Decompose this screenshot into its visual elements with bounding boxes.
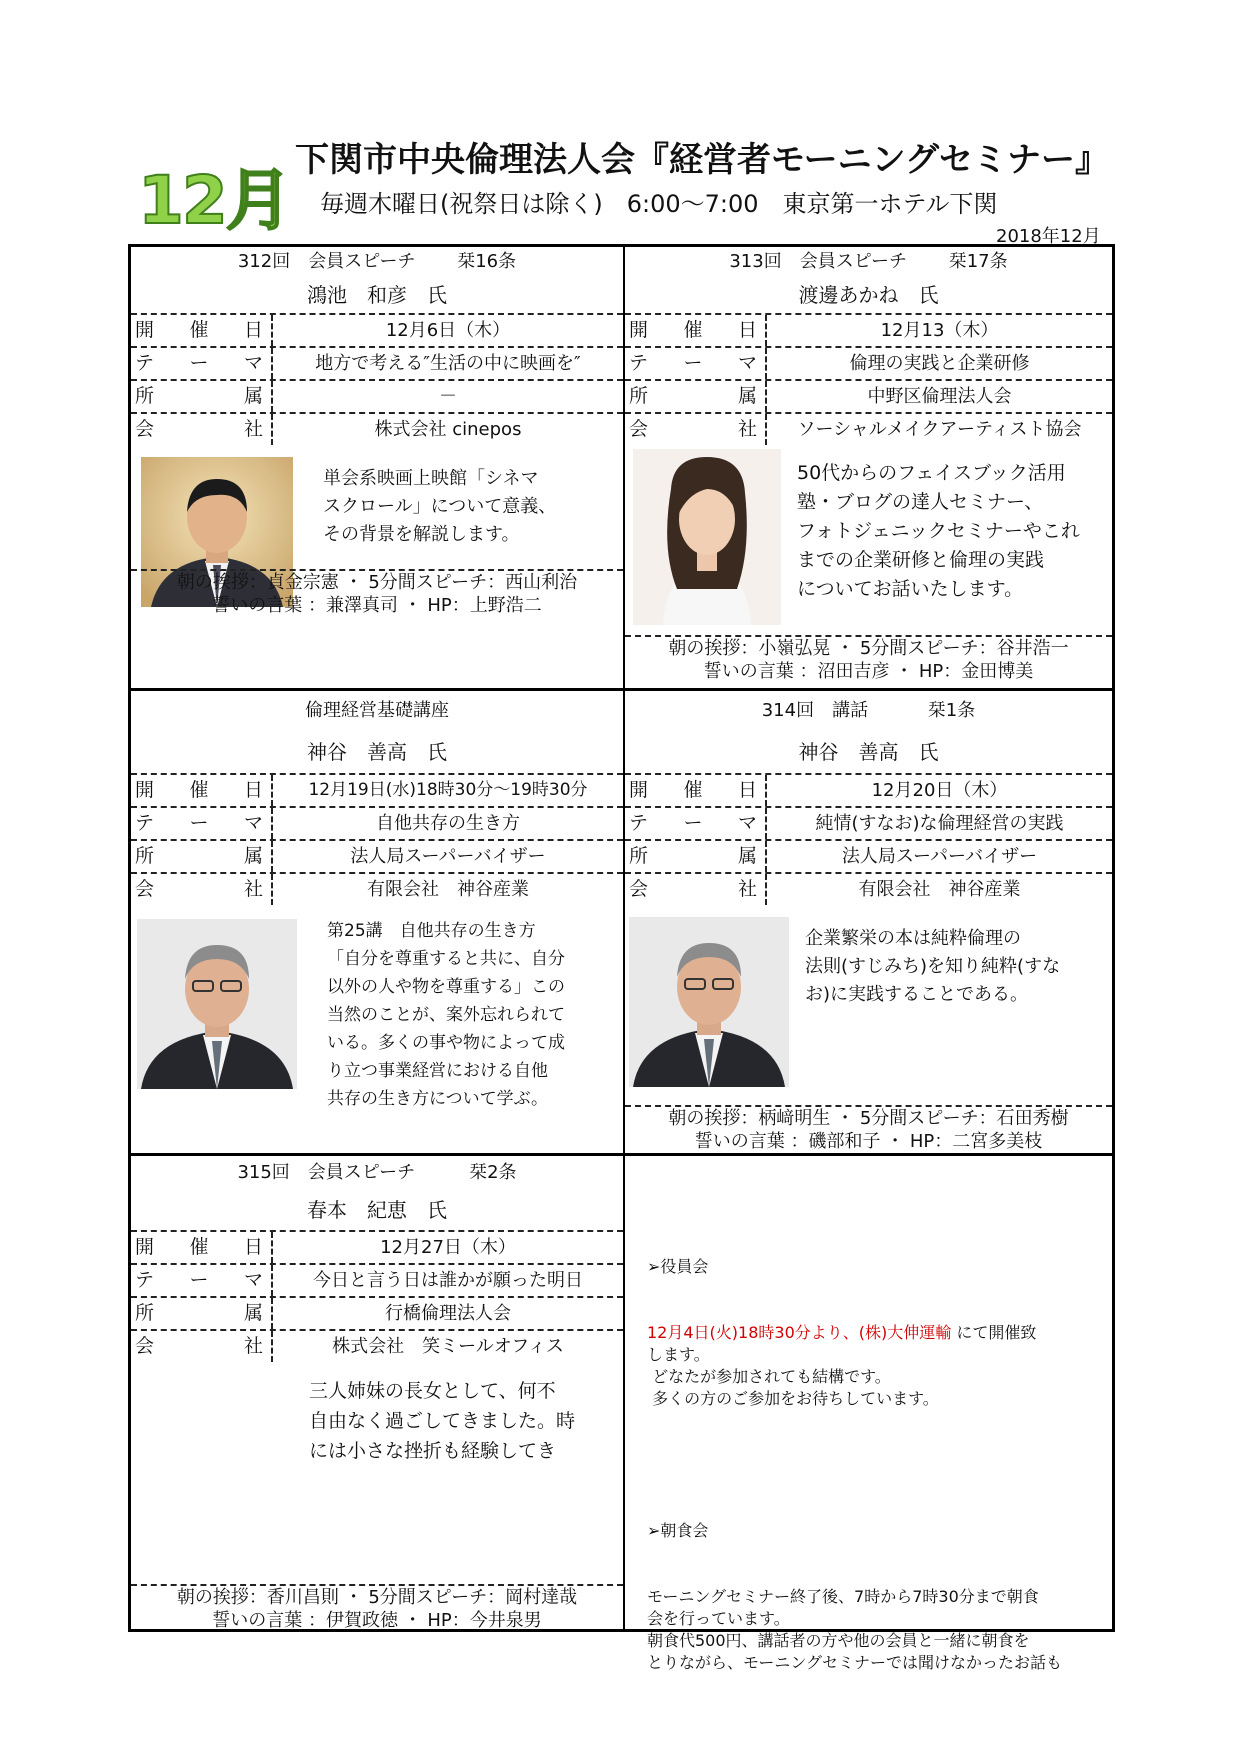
page-title: 下関市中央倫理法人会『経営者モーニングセミナー』: [295, 140, 1109, 180]
talk-description: 三人姉妹の長女として、何不 自由なく過ごしてきました。時 には小さな挫折も経験してき: [309, 1380, 576, 1462]
session-header: 312回 会員スピーチ 栞16条: [237, 251, 517, 272]
duty-roster: 朝の挨拶：小嶺弘晃 ・ 5分間スピーチ：谷井浩一 誓いの言葉 ：沼田吉彦 ・ HP：金田博美: [625, 635, 1112, 683]
notices-text: [647, 1212, 1062, 1718]
theme-row: テ ー マ 倫理の実践と企業研修: [625, 346, 1112, 379]
seminar-card-314: [625, 691, 1112, 1152]
speaker-name: 春本 紀恵 氏: [307, 1198, 447, 1222]
speaker-body: [131, 1362, 623, 1522]
date-row: 開 催 日 12月20日（木）: [625, 773, 1112, 806]
speaker-photo: [633, 449, 781, 625]
speaker-photo: [137, 919, 297, 1089]
seminar-card-313: [625, 247, 1112, 682]
speaker-body: [131, 905, 623, 1145]
date-row: 開 催 日 12月13（木）: [625, 313, 1112, 346]
speaker-photo: [629, 917, 789, 1087]
duty-roster: 朝の挨拶：柄﨑明生 ・ 5分間スピーチ：石田秀樹 誓いの言葉 ：磯部和子 ・ HP：二宮多美枝: [625, 1105, 1112, 1153]
company-row: 会 社 ソーシャルメイクアーティスト協会: [625, 412, 1112, 445]
talk-description: 50代からのフェイスブック活用 塾・ブログの達人セミナー、 フォトジェニックセミナーやこれ までの企業研修と倫理の実践 についてお話いたします。: [797, 462, 1080, 600]
schedule-subtitle: 毎週木曜日(祝祭日は除く) 6:00～7:00 東京第一ホテル下関: [320, 190, 998, 218]
company-row: 会 社 有限会社 神谷産業: [625, 872, 1112, 905]
talk-description: 企業繁栄の本は純粋倫理の 法則(すじみち)を知り純粋(すな お)に実践することである。: [805, 928, 1061, 1005]
affiliation-row: 所 属 法人局スーパーバイザー: [625, 839, 1112, 872]
board-meeting-heading: ➢役員会: [647, 1257, 709, 1276]
breakfast-heading: ➢朝食会: [647, 1521, 709, 1540]
issue-date: 2018年12月: [996, 226, 1101, 247]
speaker-body: [625, 445, 1112, 650]
company-row: 会 社 有限会社 神谷産業: [131, 872, 623, 905]
affiliation-row: 所 属 法人局スーパーバイザー: [131, 839, 623, 872]
date-row: 開 催 日 12月27日（木）: [131, 1230, 623, 1263]
talk-description: 第25講 自他共存の生き方 「自分を尊重すると共に、自分 以外の人や物を尊重する」この 当然のことが、案外忘れられて いる。多くの事や物によって成 り立つ事業経営における自他 共存の生き方について学ぶ。: [327, 921, 565, 1109]
month-heading: 12月: [138, 162, 290, 239]
seminar-card-312: [131, 247, 623, 650]
theme-row: テ ー マ 自他共存の生き方: [131, 806, 623, 839]
speaker-name: 渡邊あかね 氏: [798, 283, 939, 307]
seminar-grid: [128, 244, 1115, 1672]
company-row: 会 社 株式会社 笑ミールオフィス: [131, 1329, 623, 1362]
theme-row: テ ー マ 今日と言う日は誰かが願った明日: [131, 1263, 623, 1296]
breakfast-text: モーニングセミナー終了後、7時から7時30分まで朝食 会を行っています。 朝食代500円、講話者の方や他の会員と一緒に朝食を とりながら、モーニングセミナーでは聞けなかったお話も: [647, 1587, 1063, 1672]
theme-row: テ ー マ 純情(すなお)な倫理経営の実践: [625, 806, 1112, 839]
duty-roster: 朝の挨拶：貞金宗憲 ・ 5分間スピーチ：西山利治 誓いの言葉 ：兼澤真司 ・ HP：上野浩二: [131, 569, 623, 617]
speaker-body: [625, 905, 1112, 1105]
affiliation-row: 所 属 中野区倫理法人会: [625, 379, 1112, 412]
speaker-name: 鴻池 和彦 氏: [307, 283, 447, 307]
speaker-body: [131, 445, 623, 650]
talk-description: 単会系映画上映館「シネマ スクロール」について意義、 その背景を解説します。: [323, 468, 557, 545]
seminar-card-basic-course: [131, 691, 623, 1145]
session-header: 315回 会員スピーチ 栞2条: [237, 1162, 517, 1183]
date-row: 開 催 日 12月19日(水)18時30分～19時30分: [131, 773, 623, 806]
notices-panel: [625, 1156, 1112, 1672]
session-header: 倫理経営基礎講座: [305, 700, 449, 721]
seminar-card-315: [131, 1156, 623, 1631]
duty-roster: 朝の挨拶：香川昌則 ・ 5分間スピーチ：岡村達哉 誓いの言葉 ：伊賀政徳 ・ HP：今井泉男: [131, 1584, 623, 1632]
date-row: 開 催 日 12月6日（木）: [131, 313, 623, 346]
board-meeting-text: 12月4日(火)18時30分より、(株)大伸運輸 にて開催致 します。 どなたが参加されても結構です。 多くの方のご参加をお待ちしています。: [647, 1323, 1037, 1408]
affiliation-row: 所 属 行橋倫理法人会: [131, 1296, 623, 1329]
speaker-name: 神谷 善高 氏: [307, 740, 447, 764]
affiliation-row: 所 属 －: [131, 379, 623, 412]
theme-row: テ ー マ 地方で考える″生活の中に映画を″: [131, 346, 623, 379]
session-header: 313回 会員スピーチ 栞17条: [729, 251, 1008, 272]
session-header: 314回 講話 栞1条: [761, 700, 976, 721]
speaker-name: 神谷 善高 氏: [798, 740, 939, 764]
company-row: 会 社 株式会社 cinepos: [131, 412, 623, 445]
